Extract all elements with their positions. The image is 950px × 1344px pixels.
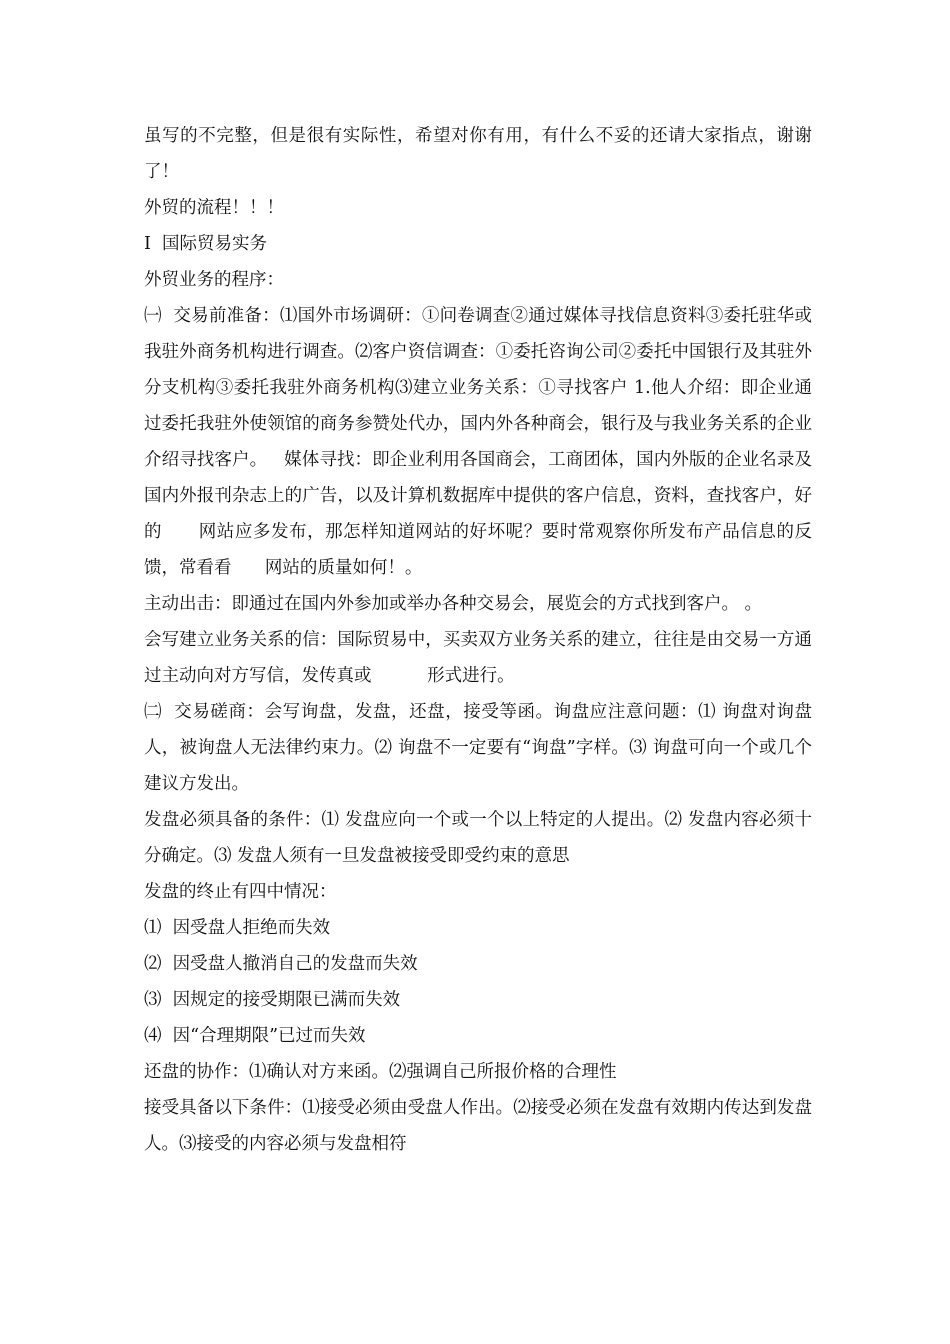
counter-offer-paragraph: 还盘的协作：⑴确认对方来函。⑵强调自己所报价格的合理性: [144, 1062, 617, 1082]
list-item: ⑷ 因“合理期限”已过而失效: [144, 1026, 366, 1046]
acceptance-paragraph: 接受具备以下条件：⑴接受必须由受盘人作出。⑵接受必须在发盘有效期内传达到发盘人。⑶接受的内容必须与发盘相符: [144, 1098, 812, 1154]
subsection-heading: 外贸业务的程序：: [144, 270, 284, 290]
letter-paragraph: 会写建立业务关系的信：国际贸易中，买卖双方业务关系的建立，往往是由交易一方通过主动向对方写信，发传真或 形式进行。: [144, 630, 812, 686]
negotiation-paragraph: ㈡ 交易磋商：会写询盘，发盘，还盘，接受等函。询盘应注意问题：⑴ 询盘对询盘人，被询盘人无法律约束力。⑵ 询盘不一定要有“询盘”字样。⑶ 询盘可向一个或几个建议方发出。: [144, 702, 812, 794]
termination-heading: 发盘的终止有四中情况：: [144, 882, 337, 902]
title-line: 外贸的流程！！！: [144, 198, 284, 218]
list-item: ⑴ 因受盘人拒绝而失效: [144, 918, 331, 938]
list-item: ⑶ 因规定的接受期限已满而失效: [144, 990, 401, 1010]
offer-conditions-paragraph: 发盘必须具备的条件：⑴ 发盘应向一个或一个以上特定的人提出。⑵ 发盘内容必须十分确定。⑶ 发盘人须有一旦发盘被接受即受约束的意思: [144, 810, 812, 866]
preparation-paragraph: ㈠ 交易前准备：⑴国外市场调研：①问卷调查②通过媒体寻找信息资料③委托驻华或我驻外商务机构进行调查。⑵客户资信调查：①委托咨询公司②委托中国银行及其驻外分支机构③委托我驻外商务机构⑶建立业务关系：①寻找客户 1.他人介绍：即企业通过委托我驻外使领馆的商务参赞处代办，国内外各种商会，银行及与我业务关系的企业介绍寻找客户。 媒体寻找：即企业利用各国商会，工商团体，国内外版的企业名录及国内外报刊杂志上的广告，以及计算机数据库中提供的客户信息，资料，查找客户，好的 网站应多发布，那怎样知道网站的好坏呢？要时常观察你所发布产品信息的反馈，常看看 网站的质量如何！。: [144, 306, 812, 578]
section-heading: Ⅰ 国际贸易实务: [144, 234, 268, 254]
intro-paragraph: 虽写的不完整，但是很有实际性，希望对你有用，有什么不妥的还请大家指点，谢谢了！: [144, 126, 812, 182]
document-body: [144, 118, 812, 1162]
list-item: ⑵ 因受盘人撤消自己的发盘而失效: [144, 954, 418, 974]
outreach-paragraph: 主动出击：即通过在国内外参加或举办各种交易会，展览会的方式找到客户。 。: [144, 594, 763, 614]
